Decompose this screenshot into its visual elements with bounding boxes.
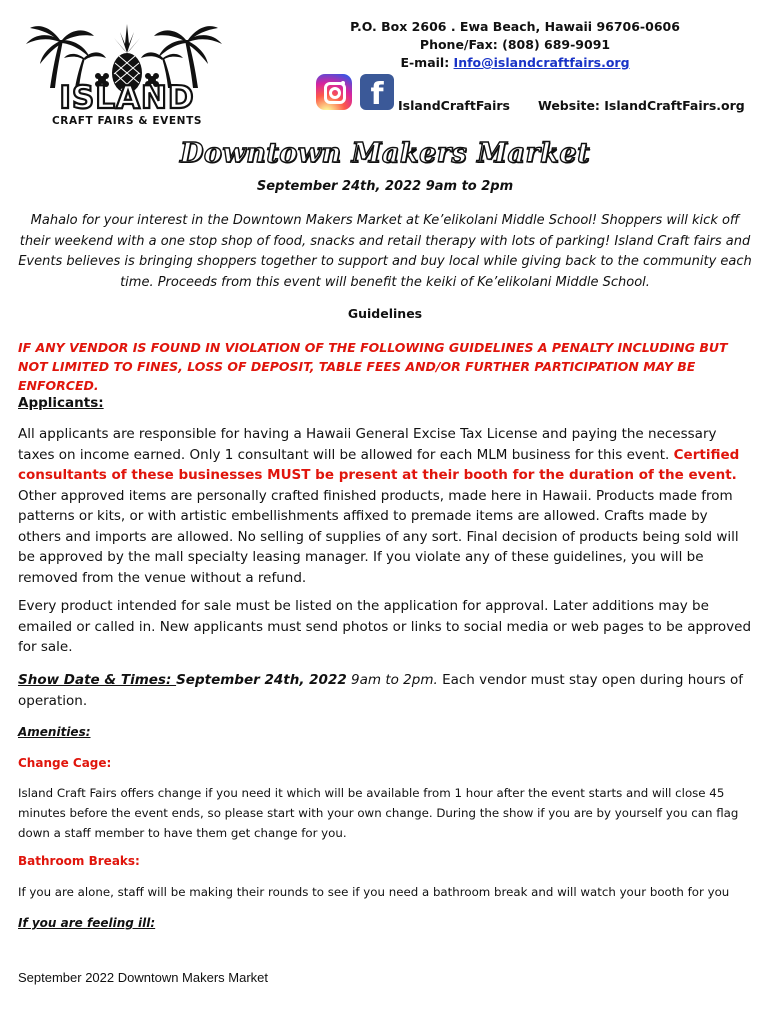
logo-tagline: CRAFT FAIRS & EVENTS (51, 115, 203, 127)
violation-warning: IF ANY VENDOR IS FOUND IN VIOLATION OF THE FOLLOWING GUIDELINES A PENALTY INCLUDING BUT NOT LIMITED TO FINES, LOSS OF DEPOSIT, TABLE FEES AND/OR FURTHER PARTICIPATION MAY BE ENFORCED. (18, 340, 728, 393)
email-link[interactable]: Info@islandcraftfairs.org (453, 55, 630, 70)
intro-paragraph: Mahalo for your interest in the Downtown Makers Market at Ke’elikolani Middle School! Shoppers will kick off their weekend with a one stop shop of food, snacks and retail therapy with lots of parking! Island Craft fairs and Events believes is bringing shoppers together to support and buy local while giving back to the community each time. Proceeds from this event will benefit the keiki of Ke’elikolani Middle School. (18, 213, 752, 290)
bathroom-breaks-heading: Bathroom Breaks: (18, 854, 140, 868)
event-date-subtitle: September 24th, 2022 9am to 2pm (256, 179, 514, 194)
phone-line: Phone/Fax: (808) 689-9091 (419, 37, 611, 52)
facebook-icon[interactable]: f (360, 74, 394, 110)
show-rest: Each vendor must stay open during hours of operation. (18, 672, 743, 709)
amenities-heading: Amenities: (18, 725, 91, 739)
website-line: Website: IslandCraftFairs.org (537, 98, 745, 113)
show-date: September 24th, 2022 (176, 672, 347, 688)
logo-brand-text: ISLAND (59, 80, 195, 116)
page-title: Downtown Makers Market (179, 138, 591, 169)
guidelines-heading: Guidelines (347, 306, 423, 321)
change-cage-text: Island Craft Fairs offers change if you need it which will be available from 1 hour after the event starts and will close 45 minutes before the event ends, so please start with your own change. During the show if you are by yourself you can flag down a staff member to have them get change for you. (18, 786, 739, 840)
social-icons (316, 74, 394, 114)
email-label: E-mail: (400, 55, 454, 70)
address-line: P.O. Box 2606 . Ewa Beach, Hawaii 96706-0606 (350, 19, 680, 34)
instagram-icon[interactable] (316, 74, 352, 110)
applicants-heading: Applicants: (18, 395, 104, 411)
applicants-paragraph-1: All applicants are responsible for having a Hawaii General Excise Tax License and paying the necessary taxes on income earned. Only 1 consultant will be allowed for each MLM business for this event. Certified consultants of these businesses MUST be present at their booth for the duration of the event. Other approved items are personally crafted finished products, made here in Hawaii. Products made from patterns or kits, or with artistic embellishments affixed to premade items are allowed. Crafts made by others and imports are allowed. No selling of supplies of any sort. Final decision of products being sold will be approved by the mall specialty leasing manager. If you violate any of these guidelines, you will be removed from the venue without a refund. (18, 426, 740, 586)
show-time: 9am to 2pm. (346, 672, 438, 688)
page-footer: September 2022 Downtown Makers Market (18, 970, 269, 985)
social-handle: IslandCraftFairs (398, 98, 510, 113)
feeling-ill-heading: If you are feeling ill: (18, 916, 156, 930)
bathroom-breaks-text: If you are alone, staff will be making their rounds to see if you need a bathroom break and will watch your booth for you (18, 885, 730, 899)
contact-block (300, 18, 730, 72)
certified-consultants-note: Certified consultants of these businesses MUST be present at their booth for the duration of the event. (18, 446, 740, 483)
island-craft-fairs-logo (20, 18, 235, 128)
show-date-times (18, 670, 752, 711)
show-date-label: Show Date & Times: (18, 672, 177, 688)
change-cage-heading: Change Cage: (18, 756, 112, 770)
applicants-paragraph-2: Every product intended for sale must be listed on the application for approval. Later additions may be emailed or called in. New applicants must send photos or links to social media or web pages to be approved for sale. (18, 598, 752, 655)
social-row (398, 98, 745, 113)
email-line (300, 54, 730, 72)
